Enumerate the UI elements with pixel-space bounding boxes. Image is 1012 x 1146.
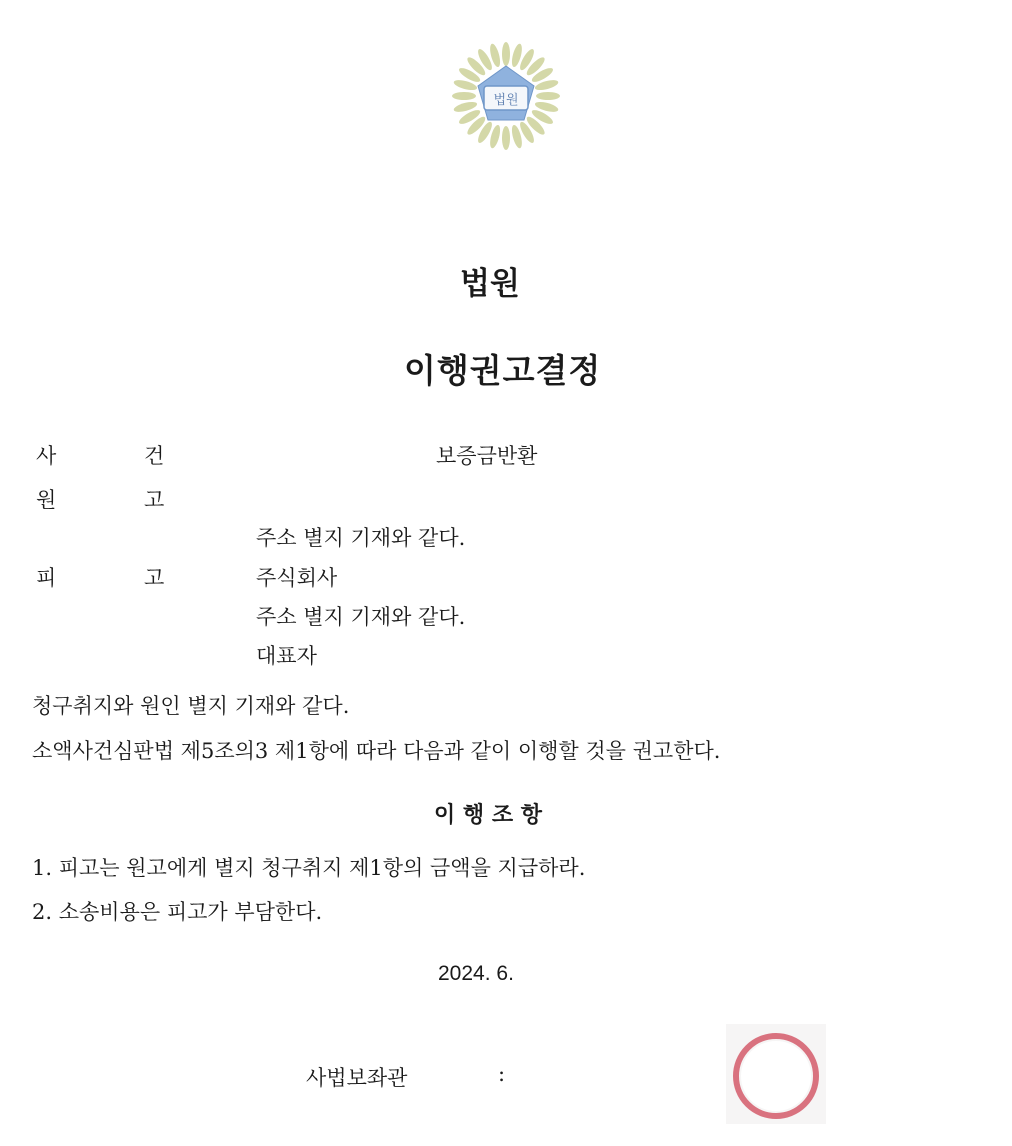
claim-line: 청구취지와 원인 별지 기재와 같다. bbox=[32, 694, 350, 718]
emblem-petal bbox=[502, 126, 510, 150]
term-item-2: 2. 소송비용은 피고가 부담한다. bbox=[32, 900, 323, 924]
court-emblem-logo bbox=[444, 40, 568, 156]
emblem-petal bbox=[536, 92, 560, 100]
case-label-b: 건 bbox=[144, 444, 165, 468]
officer-title: 사법보좌관 bbox=[306, 1066, 408, 1090]
case-value: 보증금반환 bbox=[436, 444, 538, 468]
defendant-address: 주소 별지 기재와 같다. bbox=[256, 605, 466, 629]
defendant-label-b: 고 bbox=[144, 566, 165, 590]
court-name: 법원 bbox=[460, 266, 520, 302]
official-seal-stamp bbox=[720, 1018, 832, 1130]
plaintiff-address: 주소 별지 기재와 같다. bbox=[256, 526, 466, 550]
term-item-1: 1. 피고는 원고에게 별지 청구취지 제1항의 금액을 지급하라. bbox=[32, 856, 586, 880]
emblem-text: 법원 bbox=[493, 93, 519, 108]
decision-date: 2024. 6. bbox=[438, 962, 514, 985]
emblem-petal bbox=[452, 92, 476, 100]
plaintiff-label-a: 원 bbox=[36, 488, 57, 512]
plaintiff-label-b: 고 bbox=[144, 488, 165, 512]
defendant-representative: 대표자 bbox=[256, 644, 317, 668]
emblem-petal bbox=[502, 42, 510, 66]
section-title: 이 행 조 항 bbox=[434, 802, 542, 828]
basis-line: 소액사건심판법 제5조의3 제1항에 따라 다음과 같이 이행할 것을 권고한다. bbox=[32, 739, 721, 763]
defendant-label-a: 피 bbox=[36, 566, 57, 590]
officer-name-mark: : bbox=[498, 1062, 506, 1086]
document-title: 이행권고결정 bbox=[404, 351, 602, 390]
case-label-a: 사 bbox=[36, 444, 57, 468]
defendant-name: 주식회사 bbox=[256, 566, 338, 590]
